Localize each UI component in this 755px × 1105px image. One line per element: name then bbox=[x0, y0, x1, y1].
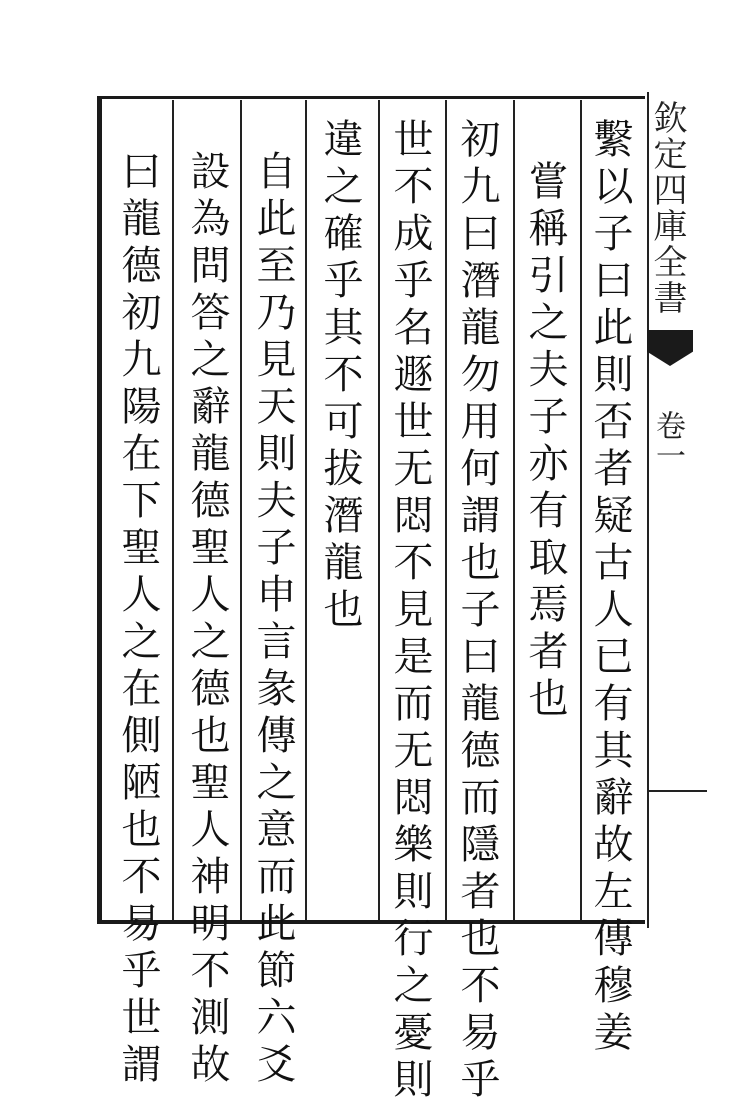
text-column-5: 違之確乎其不可拔潛龍也 bbox=[317, 118, 363, 635]
column-rule bbox=[580, 100, 582, 920]
column-rule bbox=[172, 100, 174, 920]
column-rule bbox=[513, 100, 515, 920]
margin-volume-label: 卷一 bbox=[650, 410, 685, 470]
text-column-7: 設為問答之辭龍德聖人之德也聖人神明不測故 bbox=[184, 150, 230, 1090]
text-column-3: 初九曰潛龍勿用何謂也子曰龍德而隱者也不易乎 bbox=[454, 118, 500, 1105]
text-column-4: 世不成乎名遯世无悶不見是而无悶樂則行之憂則 bbox=[387, 118, 433, 1105]
column-rule bbox=[240, 100, 242, 920]
text-column-8: 曰龍德初九陽在下聖人之在側陋也不易乎世謂 bbox=[115, 150, 161, 1090]
column-rule bbox=[378, 100, 380, 920]
text-column-2: 嘗稱引之夫子亦有取焉者也 bbox=[522, 160, 568, 724]
column-rule bbox=[305, 100, 307, 920]
text-column-6: 自此至乃見天則夫子申言彖傳之意而此節六爻 bbox=[250, 150, 296, 1090]
margin-book-title: 欽定四庫全書 bbox=[647, 100, 687, 316]
column-rule bbox=[445, 100, 447, 920]
text-column-1: 繫以子曰此則否者疑古人已有其辭故左傳穆姜 bbox=[587, 118, 633, 1058]
margin-divider bbox=[647, 790, 707, 792]
